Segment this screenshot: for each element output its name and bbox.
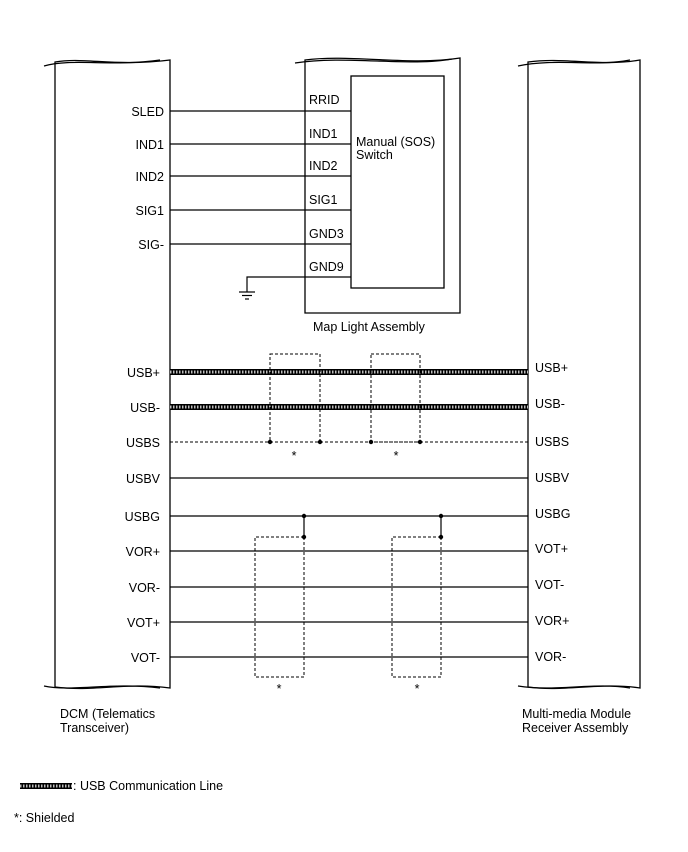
map-light-pin-label: SIG1: [309, 193, 338, 207]
map-light-pin-label: RRID: [309, 93, 340, 107]
junction-dot: [302, 514, 306, 518]
dcm-pin-label: SIG1: [135, 204, 164, 218]
map-light-pin-label: IND1: [309, 127, 338, 141]
junction-dot: [369, 440, 373, 444]
dcm-pin-label: IND1: [135, 138, 164, 152]
multimedia-pin-label: USBV: [535, 471, 570, 485]
usb-shields: [268, 354, 422, 444]
dcm-pin-label: USB+: [126, 366, 160, 380]
audio-shields: [255, 514, 443, 677]
shield-mark: *: [393, 449, 399, 463]
dcm-pin-label: SLED: [131, 105, 164, 119]
legend: [14, 779, 223, 825]
manual-sos-switch: [351, 76, 444, 288]
switch-label: Manual (SOS): [356, 135, 436, 149]
switch-label: Switch: [356, 148, 393, 162]
junction-dot: [418, 440, 422, 444]
map-light-pin-label: IND2: [309, 159, 338, 173]
multimedia-pin-label: USB+: [535, 361, 569, 375]
shield-box-4: [392, 537, 441, 677]
map-light-pin-label: GND9: [309, 260, 344, 274]
multimedia-pin-label: VOR-: [535, 650, 567, 664]
multimedia-pin-label: USBG: [535, 507, 571, 521]
shield-mark: *: [276, 682, 282, 696]
map-light-pin-label: GND3: [309, 227, 344, 241]
dcm-pin-label: VOR+: [125, 545, 160, 559]
shield-mark: *: [291, 449, 297, 463]
dcm-label: DCM (Telematics: [60, 707, 156, 721]
junction-dot: [439, 535, 443, 539]
usb-wires: [170, 372, 528, 657]
junction-dot: [318, 440, 322, 444]
dcm-pin-label: VOT+: [127, 616, 160, 630]
dcm-pin-label: VOT-: [130, 651, 160, 665]
legend-usb-line-label: : USB Communication Line: [73, 779, 224, 793]
junction-dot: [302, 535, 306, 539]
multimedia-pin-label: USB-: [535, 397, 565, 411]
shield-box-3: [255, 537, 304, 677]
dcm-pin-label: VOR-: [128, 581, 160, 595]
dcm-pin-label: USBS: [125, 436, 160, 450]
multimedia-label: Multi-media Module: [522, 707, 632, 721]
dcm-pin-label: IND2: [135, 170, 164, 184]
dcm-pin-label: USBG: [124, 510, 160, 524]
shield-mark: *: [414, 682, 420, 696]
multimedia-pin-label: USBS: [535, 435, 570, 449]
dcm-label: Transceiver): [60, 721, 129, 735]
multimedia-pin-label: VOR+: [535, 614, 570, 628]
legend-shielded-label: *: Shielded: [14, 811, 75, 825]
junction-dot: [268, 440, 272, 444]
multimedia-pin-label: VOT+: [535, 542, 568, 556]
junction-dot: [439, 514, 443, 518]
map-light-label: Map Light Assembly: [313, 320, 425, 334]
shield-box-1: [270, 354, 320, 442]
multimedia-label: Receiver Assembly: [522, 721, 629, 735]
multimedia-pin-label: VOT-: [535, 578, 565, 592]
ground-icon: [239, 292, 255, 299]
dcm-pin-label: SIG-: [138, 238, 164, 252]
dcm-pin-label: USBV: [125, 472, 160, 486]
dcm-pin-label: USB-: [130, 401, 160, 415]
shield-box-2: [371, 354, 420, 442]
